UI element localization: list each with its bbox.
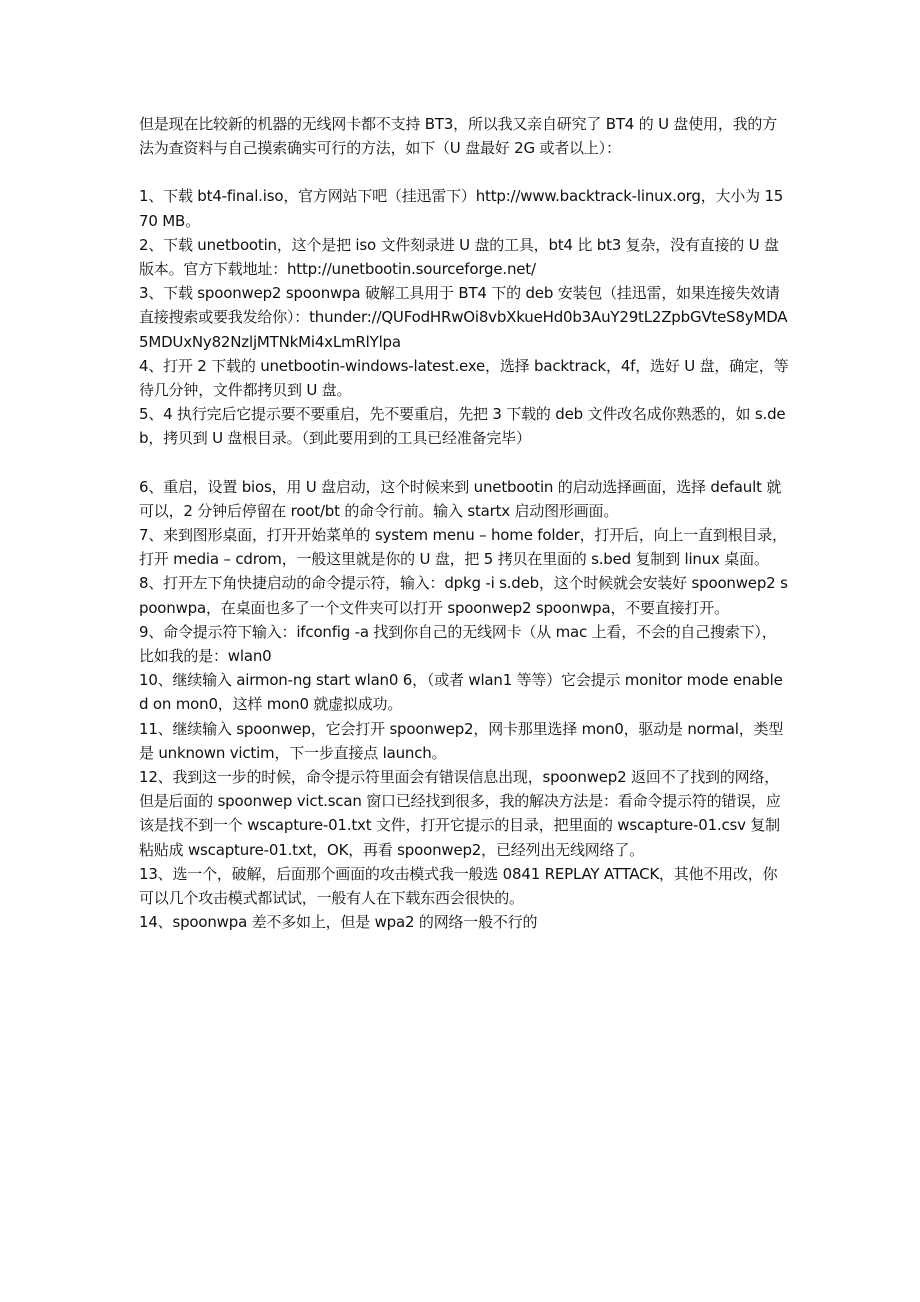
paragraph-gap <box>139 451 791 475</box>
step-11: 11、继续输入 spoonwep，它会打开 spoonwep2，网卡那里选择 mon0，驱动是 normal，类型是 unknown victim，下一步直接点 launch。 <box>139 719 784 762</box>
step-6: 6、重启，设置 bios，用 U 盘启动，这个时候来到 unetbootin 的启动选择画面，选择 default 就可以，2 分钟后停留在 root/bt 的命令行前。输入 startx 启动图形画面。 <box>139 477 782 520</box>
step-1: 1、下载 bt4-final.iso，官方网站下吧（挂迅雷下）http://www.backtrack-linux.org，大小为 1570 MB。 <box>139 187 784 230</box>
step-14: 14、spoonwpa 差不多如上，但是 wpa2 的网络一般不行的 <box>139 913 538 932</box>
step-9: 9、命令提示符下输入：ifconfig -a 找到你自己的无线网卡（从 mac 上看，不会的自己搜索下），比如我的是：wlan0 <box>139 622 777 666</box>
step-13: 13、选一个，破解，后面那个画面的攻击模式我一般选 0841 REPLAY ATTACK，其他不用改，你可以几个攻击模式都试试，一般有人在下载东西会很快的。 <box>139 864 778 908</box>
step-2: 2、下载 unetbootin，这个是把 iso 文件刻录进 U 盘的工具，bt4 比 bt3 复杂，没有直接的 U 盘版本。官方下载地址：http://unetbootin.sourceforge.net/ <box>139 235 779 279</box>
step-4: 4、打开 2 下载的 unetbootin-windows-latest.exe，选择 backtrack，4f，选好 U 盘，确定，等待几分钟，文件都拷贝到 U 盘。 <box>139 356 789 400</box>
intro-paragraph: 但是现在比较新的机器的无线网卡都不支持 BT3，所以我又亲自研究了 BT4 的 U 盘使用，我的方法为查资料与自己摸索确实可行的方法，如下（U 盘最好 2G 或者以上）： <box>139 115 778 158</box>
step-7: 7、来到图形桌面，打开开始菜单的 system menu – home folder，打开后，向上一直到根目录，打开 media – cdrom，一般这里就是你的 U 盘，把 5 拷贝在里面的 s.bed 复制到 linux 桌面。 <box>139 526 787 569</box>
step-3: 3、下载 spoonwep2 spoonwpa 破解工具用于 BT4 下的 deb 安装包（挂迅雷，如果连接失效请直接搜索或要我发给你）：thunder://QUFodHRwOi8vbXkueHd0b3AuY29tL2ZpbGVteS8yMDA5MDUxNy82NzljMTNkMi4xLmRlYlpa <box>139 284 788 351</box>
paragraph-gap <box>139 160 791 184</box>
step-8: 8、打开左下角快捷启动的命令提示符，输入：dpkg -i s.deb，这个时候就会安装好 spoonwep2 spoonwpa，在桌面也多了一个文件夹可以打开 spoonwep2 spoonwpa，不要直接打开。 <box>139 574 788 617</box>
step-5: 5、4 执行完后它提示要不要重启，先不要重启，先把 3 下载的 deb 文件改名成你熟悉的，如 s.deb，拷贝到 U 盘根目录。（到此要用到的工具已经准备完毕） <box>139 405 786 448</box>
step-10: 10、继续输入 airmon-ng start wlan0 6，（或者 wlan1 等等）它会提示 monitor mode enabled on mon0，这样 mon0 就虚拟成功。 <box>139 671 783 714</box>
step-12: 12、我到这一步的时候，命令提示符里面会有错误信息出现，spoonwep2 返回不了找到的网络，但是后面的 spoonwep vict.scan 窗口已经找到很多，我的解决方法是：看命令提示符的错误，应该是找不到一个 wscapture-01.txt 文件，打开它提示的目录，把里面的 wscapture-01.csv 复制粘贴成 wscapture-01.txt，OK，再看 spoonwep2，已经列出无线网络了。 <box>139 768 781 859</box>
document-body <box>139 112 791 935</box>
